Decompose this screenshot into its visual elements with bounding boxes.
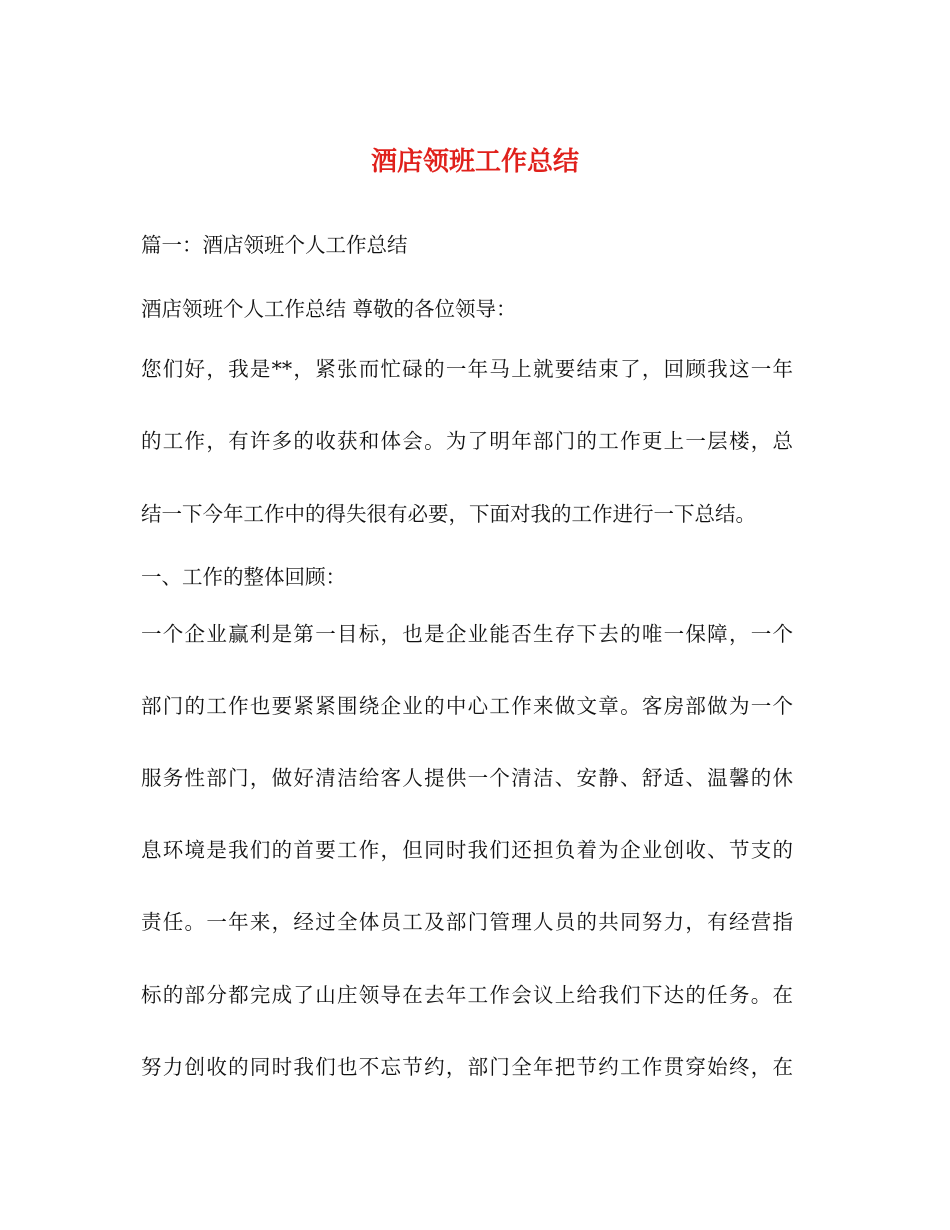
document-title: 酒店领班工作总结 xyxy=(370,147,579,177)
subsection-heading: 一、工作的整体回顾： xyxy=(141,565,346,589)
text-line: 您们好，我是**，紧张而忙碌的一年马上就要结束了，回顾我这一年 xyxy=(141,357,793,381)
text-line: 标的部分都完成了山庄领导在去年工作会议上给我们下达的任务。在 xyxy=(141,983,793,1007)
text-line: 息环境是我们的首要工作，但同时我们还担负着为企业创收、节支的 xyxy=(141,838,793,862)
text-line: 的工作，有许多的收获和体会。为了明年部门的工作更上一层楼，总 xyxy=(141,429,793,453)
text-line: 责任。一年来，经过全体员工及部门管理人员的共同努力，有经营指 xyxy=(141,910,793,934)
text-line: 努力创收的同时我们也不忘节约，部门全年把节约工作贯穿始终，在 xyxy=(141,1055,793,1079)
text-line: 结一下今年工作中的得失很有必要，下面对我的工作进行一下总结。 xyxy=(141,502,756,526)
section-heading: 篇一：酒店领班个人工作总结 xyxy=(141,233,408,257)
text-line: 一个企业赢利是第一目标，也是企业能否生存下去的唯一保障，一个 xyxy=(141,622,793,646)
text-line: 服务性部门，做好清洁给客人提供一个清洁、安静、舒适、温馨的休 xyxy=(141,766,793,790)
text-line: 部门的工作也要紧紧围绕企业的中心工作来做文章。客房部做为一个 xyxy=(141,694,793,718)
text-line: 酒店领班个人工作总结 尊敬的各位领导： xyxy=(141,297,517,321)
